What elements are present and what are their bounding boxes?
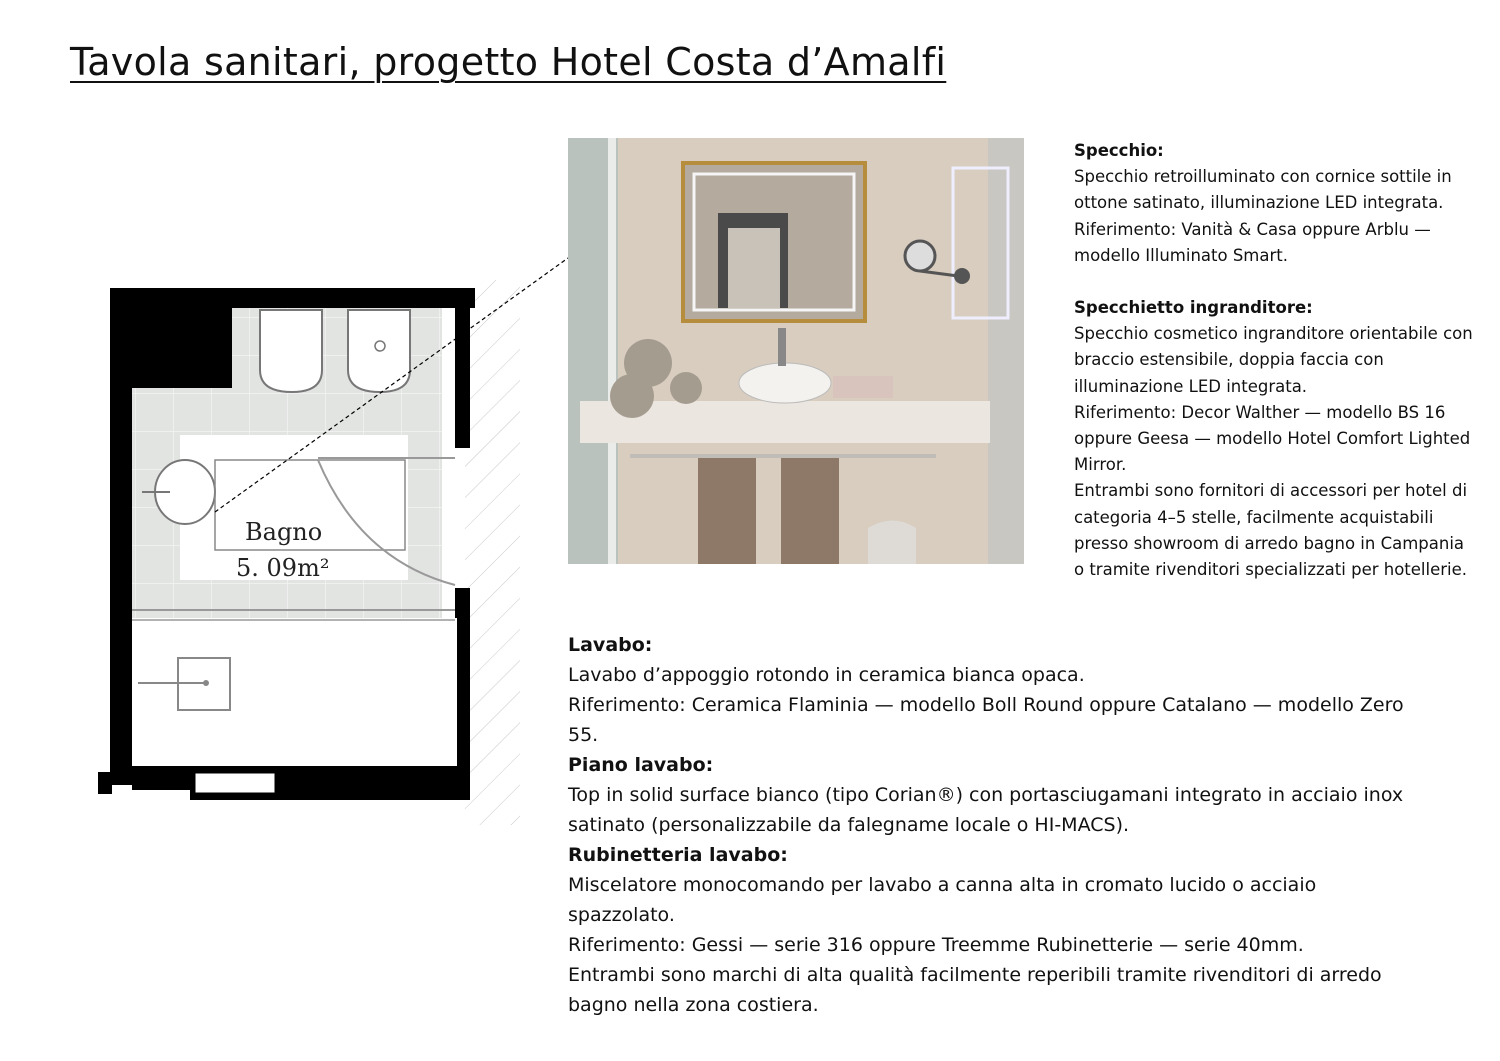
specchietto-heading: Specchietto ingranditore: (1074, 298, 1313, 318)
towel-right (781, 458, 839, 564)
room-area: 5. 09m² (236, 554, 330, 582)
washbasin (739, 363, 831, 403)
piano-text: Top in solid surface bianco (tipo Corian®) con portasciugamani integrato in acciaio inox satinato (personalizzabile da falegname locale o HI-MACS). (568, 784, 1404, 836)
sink-description (568, 630, 1428, 1020)
lavabo-reference: Riferimento: Ceramica Flaminia — modello Boll Round oppure Catalano — modello Zero 55. (568, 694, 1404, 746)
rubinetteria-reference: Riferimento: Gessi — serie 316 oppure Treemme Rubinetterie — serie 40mm. (568, 934, 1304, 956)
towel-left (698, 458, 756, 564)
specchietto-text: Specchio cosmetico ingranditore orientabile con braccio estensibile, doppia faccia con illuminazione LED integrata. (1074, 324, 1473, 396)
exterior-hatch (465, 280, 520, 825)
faucet (778, 328, 786, 366)
magnifying-mirror (905, 241, 935, 271)
specchietto-note: Entrambi sono fornitori di accessori per hotel di categoria 4–5 stelle, facilmente acquistabili presso showroom di arredo bagno in Campania o tramite rivenditori specializzati per hotellerie. (1074, 481, 1468, 580)
lavabo-heading: Lavabo: (568, 634, 653, 656)
rubinetteria-text: Miscelatore monocomando per lavabo a canna alta in cromato lucido o acciaio spazzolato. (568, 874, 1317, 926)
rubinetteria-heading: Rubinetteria lavabo: (568, 844, 788, 866)
toilet (260, 310, 322, 392)
specchio-heading: Specchio: (1074, 141, 1164, 160)
rubinetteria-note: Entrambi sono marchi di alta qualità facilmente reperibili tramite rivenditori di arredo bagno nella zona costiera. (568, 964, 1382, 1016)
room-name: Bagno (245, 518, 323, 546)
lavabo-text: Lavabo d’appoggio rotondo in ceramica bianca opaca. (568, 664, 1085, 686)
specchio-reference: Riferimento: Vanità & Casa oppure Arblu — modello Illuminato Smart. (1074, 219, 1431, 265)
specchio-text: Specchio retroilluminato con cornice sottile in ottone satinato, illuminazione LED integrata. (1074, 167, 1452, 213)
bathroom-floor-plan (60, 280, 530, 830)
page-title: Tavola sanitari, progetto Hotel Costa d’Amalfi (70, 40, 947, 84)
bathroom-photo (568, 138, 1024, 564)
mirror-description (1074, 138, 1479, 583)
specchietto-reference: Riferimento: Decor Walther — modello BS 16 oppure Geesa — modello Hotel Comfort Lighted Mirror. (1074, 402, 1471, 475)
piano-heading: Piano lavabo: (568, 754, 714, 776)
window (195, 773, 275, 793)
